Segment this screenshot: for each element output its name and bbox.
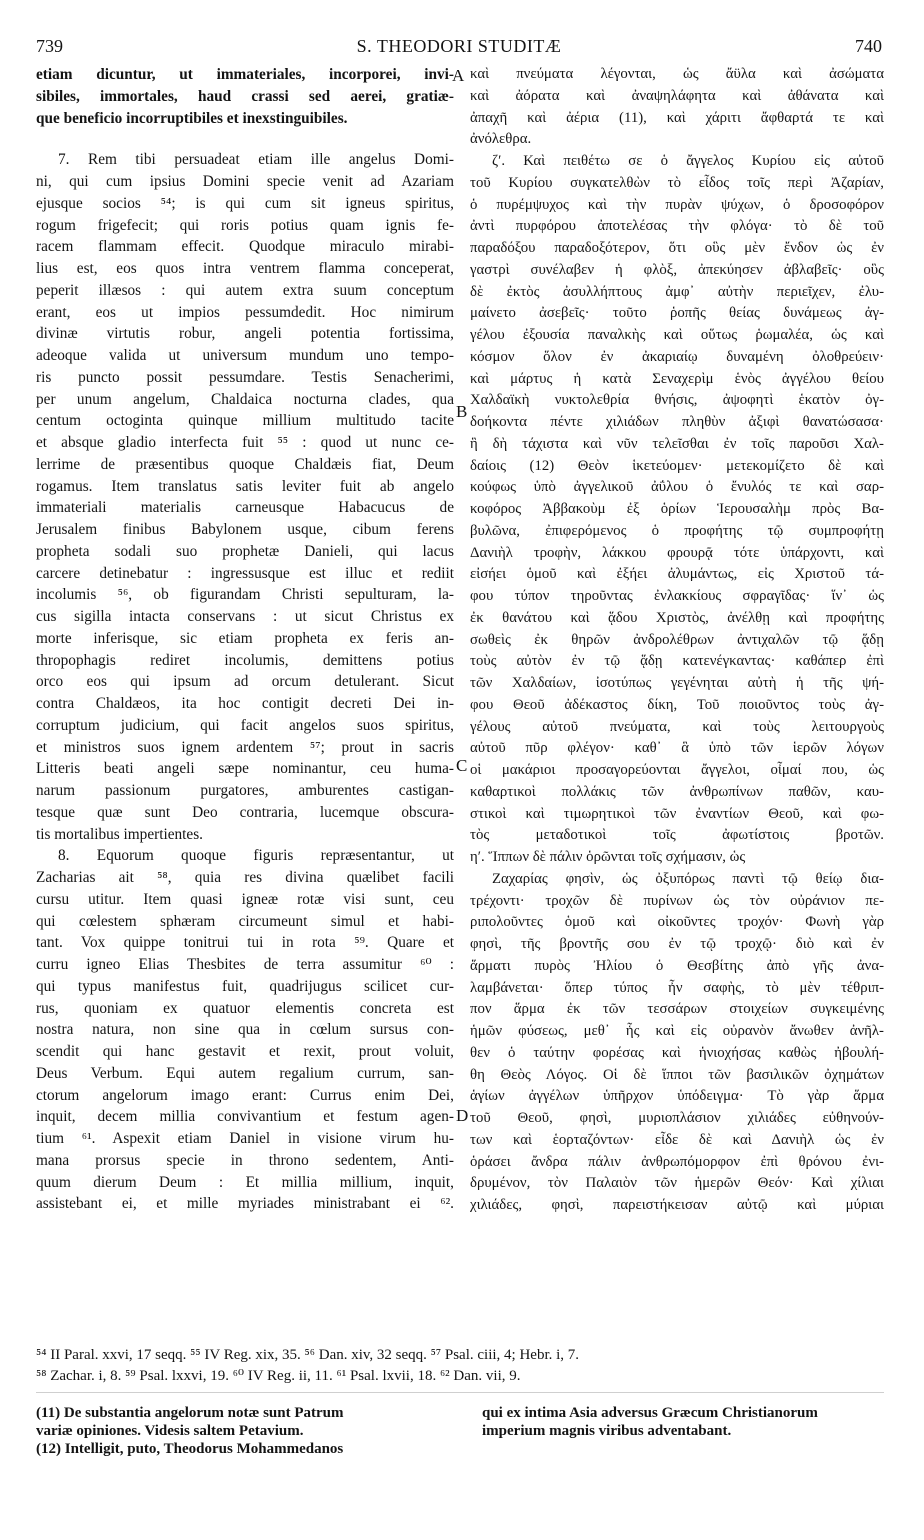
latin-text-line: contra Chaldæos, ita hoc contigit decreti Dei in- [36, 695, 454, 712]
latin-text-line: cursu utitur. Item quasi igneæ rotæ visi sunt, ceu [36, 890, 454, 908]
latin-text-line: tium ⁶¹. Aspexit etiam Daniel in visione virum hu- [36, 1130, 454, 1147]
latin-text-line: Litteris beati angeli sæpe nominantur, ceu huma- [36, 760, 454, 778]
latin-text-line: Zacharias ait ⁵⁸, quia res divina quælibet facili [36, 869, 454, 886]
latin-text-line: qui cœlestem sphæram circumeunt simul et habi- [36, 912, 454, 930]
greek-text-line: καὶ πνεύματα λέγονται, ὡς ἄϋλα καὶ ἀσώματα [470, 66, 884, 82]
latin-text-line: orco eos qui ipsum ad orcum detulerant. Sicut [36, 673, 454, 691]
greek-text-line: φου τύπον τηροῦντας ἐνλακκίους σφραγῖδας· ἵν᾽ ὡς [470, 588, 884, 604]
greek-text-line: γαστρὶ συνέλαβεν ἡ φλὸξ, ἀπεκύησεν ἀβλαβεῖς· οὓς [470, 261, 884, 278]
greek-text-line: μαίνετο ἀσεβεῖς· τοῦτο ῥοπῆς θείας δυνάμεως ἀγ- [470, 305, 884, 322]
greek-text-line: βυλῶνα, ἐπιφερόμενος ὁ προφήτης τῷ συμπροφήτῃ [470, 522, 884, 539]
latin-text-line: rus, quoniam ex quatuor elementis concreta est [36, 999, 454, 1017]
latin-text-line: centum octoginta quinque millium multitudo tacite [36, 412, 454, 430]
greek-text-line: τὸς μεταδοτικοὶ τοῖς ἀφωτίστοις βροτῶν. [470, 827, 884, 844]
latin-text-line: narum passionum purgatores, amburentes castigan- [36, 782, 454, 799]
paragraph-gap [36, 139, 454, 149]
greek-text-line: τῶν Χαλδαίων, ἰσοτύπως γεγένηται αὐτὴ ἡ τῆς ψή- [470, 675, 884, 691]
latin-text-line: incolumis ⁵⁶, ob figurandam Christi sepulturam, la- [36, 586, 454, 604]
latin-text-line: nostra natura, non sine qua in cœlum sursus con- [36, 1021, 454, 1039]
greek-text-line: ἁγίων ἀγγέλων ὑπῆρχον ὑπόδειγμα· Τὸ γὰρ ἅρμα [470, 1088, 884, 1105]
greek-text-line: εἰσήει ὁμοῦ καὶ ἐξήει ἀλυμάντως, εἰς Χριστοῦ τά- [470, 566, 884, 583]
greek-text-line: ὁράσει ἄνδρα πάλιν ἀνθρωπόμορφον ἐπὶ θρόνου ἐνι- [470, 1153, 884, 1170]
latin-text-line: et absque gladio interfecta fuit ⁵⁵ : quod ut nunc ce- [36, 434, 454, 451]
latin-text-line: Jerusalem finibus Babylonem usque, cibum ferens [36, 521, 454, 538]
greek-text-line: δαίοις (12) Θεὸν ἱκετεύομεν· μετεκομίζετο δὲ καὶ [470, 457, 884, 474]
latin-text-line: immateriali materialis carneusque Habacucus de [36, 499, 454, 517]
latin-text-line: tesque quæ sunt Deo contraria, lucemque obscura- [36, 803, 454, 821]
latin-text-line: carcere detinebatur : ingressusque est illuc et rediit [36, 564, 454, 582]
greek-text-line: των καὶ ἑορταζόντων· εἶδε δὲ καὶ Δανιὴλ ὡς ἐν [470, 1131, 884, 1148]
latin-text-line: thropophagis rediret incolumis, demittens potius [36, 651, 454, 669]
footnote-line: (11) De substantia angelorum notæ sunt Patrum [36, 1405, 344, 1421]
greek-text-line: φησὶ, τῆς βροντῆς σου ἐν τῷ τροχῷ· διὸ καὶ ἐν [470, 936, 884, 952]
greek-text-line: ἀνόλεθρα. [470, 131, 532, 148]
latin-text-line: divinæ virtutis robur, angeli potentia fortissima, [36, 325, 454, 343]
latin-text-line: rogum frigefecit; qui roris potius quam ignis fe- [36, 216, 454, 234]
margin-marker-d: D [456, 1106, 469, 1125]
greek-text-line: Χαλδαϊκὴ νυκτολεθρία θνήσις, ἀψοφητὶ ἑκατὸν ὀγ- [470, 392, 884, 409]
margin-marker-a: A [452, 66, 465, 85]
greek-text-line: παραδόξου παραδοξότερον, ὅτι οὓς μὲν ἔνδον ὡς ἐν [470, 240, 884, 256]
greek-text-line: στικοὶ καὶ τιμωρητικοὶ τῶν ἐναντίων Θεοῦ, καὶ φω- [470, 805, 884, 822]
margin-marker-c: C [456, 756, 468, 775]
greek-text-line: καὶ ἀόρατα καὶ ἀναψηλάφητα καὶ ἀθάνατα καὶ [470, 87, 884, 104]
latin-text-line: racem flammam effecit. Quodque miraculo mirabi- [36, 238, 454, 256]
greek-text-line: ἐκ θανάτου καὶ ᾅδου Χριστὸς, ἀνέλθῃ καὶ προφήτης [470, 609, 884, 626]
footnotes-right [482, 1404, 884, 1440]
scripture-ref-line: ⁵⁸ Zachar. i, 8. ⁵⁹ Psal. lxxvi, 19. ⁶⁰ IV Reg. ii, 11. ⁶¹ Psal. lxvii, 18. ⁶² Dan. vii, 9. [36, 1368, 521, 1384]
greek-text-line: καθαρτικοὶ πολλάκις τῶν ἀνθρωπίνων παθῶν, καυ- [470, 783, 884, 800]
greek-text-line: δοήκοντα πέντε χιλιάδων πληθὺν ἀξιφὶ θανατώσασα· [470, 414, 884, 430]
margin-marker-b: B [456, 402, 468, 421]
greek-text-line: αὐτοῦ πῦρ φλέγον· καθ᾽ ἃ ὑπὸ τῶν ἱερῶν λόγων [470, 740, 884, 757]
greek-text-line: τοὺς αὐτὸν ἐν τῷ ᾅδῃ κατενέγκαντας· καθάπερ ἐπὶ [470, 653, 884, 670]
greek-text-line: τοῦ Θεοῦ, φησὶ, μυριοπλάσιον χιλιάδες εὐθηνούν- [470, 1110, 884, 1126]
latin-text-line: ris puncto possit pessumdare. Testis Senacherimi, [36, 368, 454, 386]
greek-text-line: ἣ δὴ τάχιστα καὶ νῦν τελεῖσθαι ἐν τοῖς παροῦσι Χαλ- [470, 435, 884, 452]
page-number-right: 740 [855, 36, 882, 56]
latin-text-line: mana prorsus specie in throno sedentem, Anti- [36, 1151, 454, 1169]
footnote-line: variæ opiniones. Videsis saltem Petavium. [36, 1423, 304, 1439]
latin-text-line: ctorum angelorum imago erant: Currus enim Dei, [36, 1086, 454, 1104]
greek-text-line: θεν ὁ ταύτην φορέσας καὶ ἡνιοχήσας καθὼς ἠβουλή- [470, 1044, 884, 1061]
latin-text-line: rogamus. Item translatus satis leviter fuit ab angelo [36, 477, 454, 495]
latin-text-line: quum dierum Deum : Et millia millium, inquit, [36, 1173, 454, 1191]
greek-text-line: κοφόρος Ἀββακοὺμ ἐξ ὁρίων Ἱερουσαλὴμ πρὸς Βα- [470, 501, 884, 517]
greek-text-line: δρυμένον, τὸν Παλαιὸν τῶν ἡμερῶν Θεόν· Καὶ χίλιαι [470, 1175, 884, 1192]
greek-text-line: γέλου ἐξουσία παναλκὴς καὶ οὕτως ῥωμαλέα, ὡς καὶ [470, 327, 884, 343]
footnote-line: imperium magnis viribus adventabant. [482, 1423, 732, 1439]
latin-text-line: 7. Rem tibi persuadeat etiam ille angelus Domi- [58, 151, 454, 169]
greek-text-line: ριπολοῦντες ὁμοῦ καὶ οἰκοῦντες τροχόν· Φωνὴ γὰρ [470, 914, 884, 931]
latin-text-line: corruptum judicium, qui facit angelos suos spiritus, [36, 716, 454, 734]
greek-text-line: κόσμον ὅλον ἐν ἀκαριαίῳ δυναμένη ὀλοθρεύειν· [470, 348, 884, 365]
greek-text-line: ηʹ. Ἵππων δὲ πάλιν ὁρῶνται τοῖς σχήμασιν, ὡς [470, 849, 746, 865]
greek-text-line: χιλιάδες, φησὶ, παρειστήκεισαν αὐτῷ καὶ μύριαι [470, 1197, 884, 1213]
latin-text-line: ejusque socios ⁵⁴; is qui cum sit igneus spiritus, [36, 194, 454, 212]
latin-text-line: que beneficio incorruptibiles et inexstinguibiles. [36, 109, 348, 127]
latin-text-line: 8. Equorum quoque figuris repræsentantur, ut [58, 847, 454, 865]
latin-text-line: et ministros suos ignem ardentem ⁵⁷; prout in sacris [36, 738, 454, 756]
latin-text-line: Deus Verbum. Equi autem regalium currum, san- [36, 1064, 454, 1082]
latin-text-line: adeoque valida ut universum mundum uno tempo- [36, 347, 454, 364]
latin-text-line: inquit, decem millia convivantium et festum agen- [36, 1108, 454, 1126]
greek-text-line: ἀπαχῆ καὶ ἀέρια (11), καὶ χάριτι ἄφθαρτά τε καὶ [470, 109, 884, 126]
greek-text-line: ζʹ. Καὶ πειθέτω σε ὁ ἄγγελος Κυρίου εἰς αὐτοῦ [492, 153, 884, 169]
greek-text-line: καὶ μάρτυς ἡ κατὰ Σεναχερὶμ ἑνὸς ἀγγέλου θείου [470, 370, 884, 387]
latin-text-line: lerrime de præsentibus quoque Chaldæis fiat, Deum [36, 455, 454, 473]
latin-text-line: tant. Vox quippe tonitrui tui in rota ⁵⁹. Quare et [36, 934, 454, 952]
greek-text-line: δὲ ἐκτὸς ἀσυλλήπτους ἀμφ᾽ αὐτὴν περιεῖχεν, ἐλυ- [470, 283, 884, 300]
latin-text-line: cus sigilla intacta conservans : ut sicut Christus ex [36, 608, 454, 625]
greek-text-line: γέλους αὐτοῦ πνεύματα, καὶ τοὺς λειτουργοὺς [470, 718, 884, 735]
greek-text-line: ἡμῶν φύσεως, μεθ᾽ ἧς καὶ εἰς οὐρανὸν ἄνωθεν ἀνῆλ- [470, 1023, 884, 1039]
greek-text-line: Ζαχαρίας φησὶν, ὡς ὀξυπόρως παντὶ τῷ θείῳ δια- [492, 870, 884, 887]
greek-column [470, 64, 884, 1217]
running-title: S. THEODORI STUDITÆ [356, 36, 562, 56]
latin-text-line: qui typus manifestus fuit, quadrijugus scilicet cur- [36, 977, 454, 995]
latin-text-line: curru igneo Elias Thesbites de terra assumitur ⁶⁰ : [36, 956, 454, 973]
greek-text-line: σωθεὶς ἐκ θηρῶν ἀνδρολέθρων ἀντιχαλῶν τῷ ᾅδῃ [470, 631, 884, 648]
greek-text-line: φου Θεοῦ ἀδέκαστος δίκη, Τοῦ ποιοῦντος τοὺς ἀγ- [470, 696, 884, 713]
footnote-divider [36, 1392, 884, 1393]
greek-text-line: κούφως ὑπὸ ἀγγελικοῦ ἀΰλου ὁ ἔνυλός τε καὶ σαρ- [470, 479, 884, 496]
latin-text-line: ni, qui cum ipsius Domini specie venit ad Azariam [36, 173, 454, 190]
latin-text-line: assistebant ei, et mille myriades ministrabant ei ⁶². [36, 1195, 454, 1213]
latin-text-line: morte inferisque, sic etiam propheta ex feris an- [36, 629, 454, 647]
latin-text-line: propheta sodali suo prophetæ Danieli, qui lacus [36, 542, 454, 560]
scripture-ref-line: ⁵⁴ II Paral. xxvi, 17 seqq. ⁵⁵ IV Reg. xix, 35. ⁵⁶ Dan. xiv, 32 seqq. ⁵⁷ Psal. ciii, 4; Hebr. i, 7. [36, 1347, 580, 1363]
latin-text-line: lius est, eos quos intra ventrem flamma conceperat, [36, 260, 454, 277]
latin-text-line: etiam dicuntur, ut immateriales, incorporei, invi- [36, 66, 454, 83]
latin-text-line: erant, eos ut impios pessumdedit. Hoc nimirum [36, 303, 454, 321]
paragraph-gap [36, 129, 454, 139]
greek-text-line: οἱ μακάριοι προσαγορεύονται ἄγγελοι, οἶμαί που, ὡς [470, 762, 884, 778]
greek-text-line: θη Θεὸς Λόγος. Οἱ δὲ ἵπποι τῶν βασιλικῶν ὀχημάτων [470, 1066, 884, 1083]
latin-text-line: per unum angelum, Chaldaica nocturna clades, qua [36, 390, 454, 408]
latin-text-line: sibiles, immortales, haud crassi sed aerei, gratiæ- [36, 87, 454, 105]
page-header [36, 36, 882, 62]
footnote-line: (12) Intelligit, puto, Theodorus Mohammedanos [36, 1441, 344, 1457]
greek-text-line: Δανιὴλ τροφὴν, λάκκου φρουρᾷ τότε ὑπάρχοντι, καὶ [470, 544, 884, 561]
latin-text-line: tis mortalibus impertientes. [36, 825, 203, 843]
greek-text-line: τρέχοντι· τροχῶν δὲ πυρίνων ὡς τὸν οὐράνιον πε- [470, 892, 884, 909]
scripture-references [36, 1345, 884, 1387]
greek-text-line: τοῦ Κυρίου συγκατελθὼν τὸ εἶδος τοῖς περὶ Ἀζαρίαν, [470, 174, 884, 191]
latin-text-line: scendit qui hanc gestavit et rexit, prout voluit, [36, 1043, 454, 1060]
footnote-line: qui ex intima Asia adversus Græcum Christianorum [482, 1405, 818, 1421]
greek-text-line: ἀντὶ πυρφόρου ἀποτελέσας τὴν φλόγα· τὸ δὲ τοῦ [470, 218, 884, 235]
footnotes-left [36, 1404, 476, 1458]
greek-text-line: πον ἅρμα ἐκ τῶν τεσσάρων στοιχείων συγκειμένης [470, 1001, 884, 1018]
greek-text-line: λαμβάνεται· ὅπερ τύπος ἦν σαφὴς, τὸ μὲν τέθριπ- [470, 979, 884, 996]
greek-text-line: ὁ πυρέμψυχος καὶ τὴν πυρὰν ψύχων, ὁ δροσοφόρον [470, 196, 884, 213]
latin-text-line: peperit illæsos : qui autem extra suum conceptum [36, 281, 454, 299]
latin-column [36, 64, 454, 1215]
page-number-left: 739 [36, 36, 63, 56]
greek-text-line: ἅρματι πυρὸς Ἠλίου ὁ Θεσβίτης ἀπὸ γῆς ἀνα- [470, 957, 884, 974]
